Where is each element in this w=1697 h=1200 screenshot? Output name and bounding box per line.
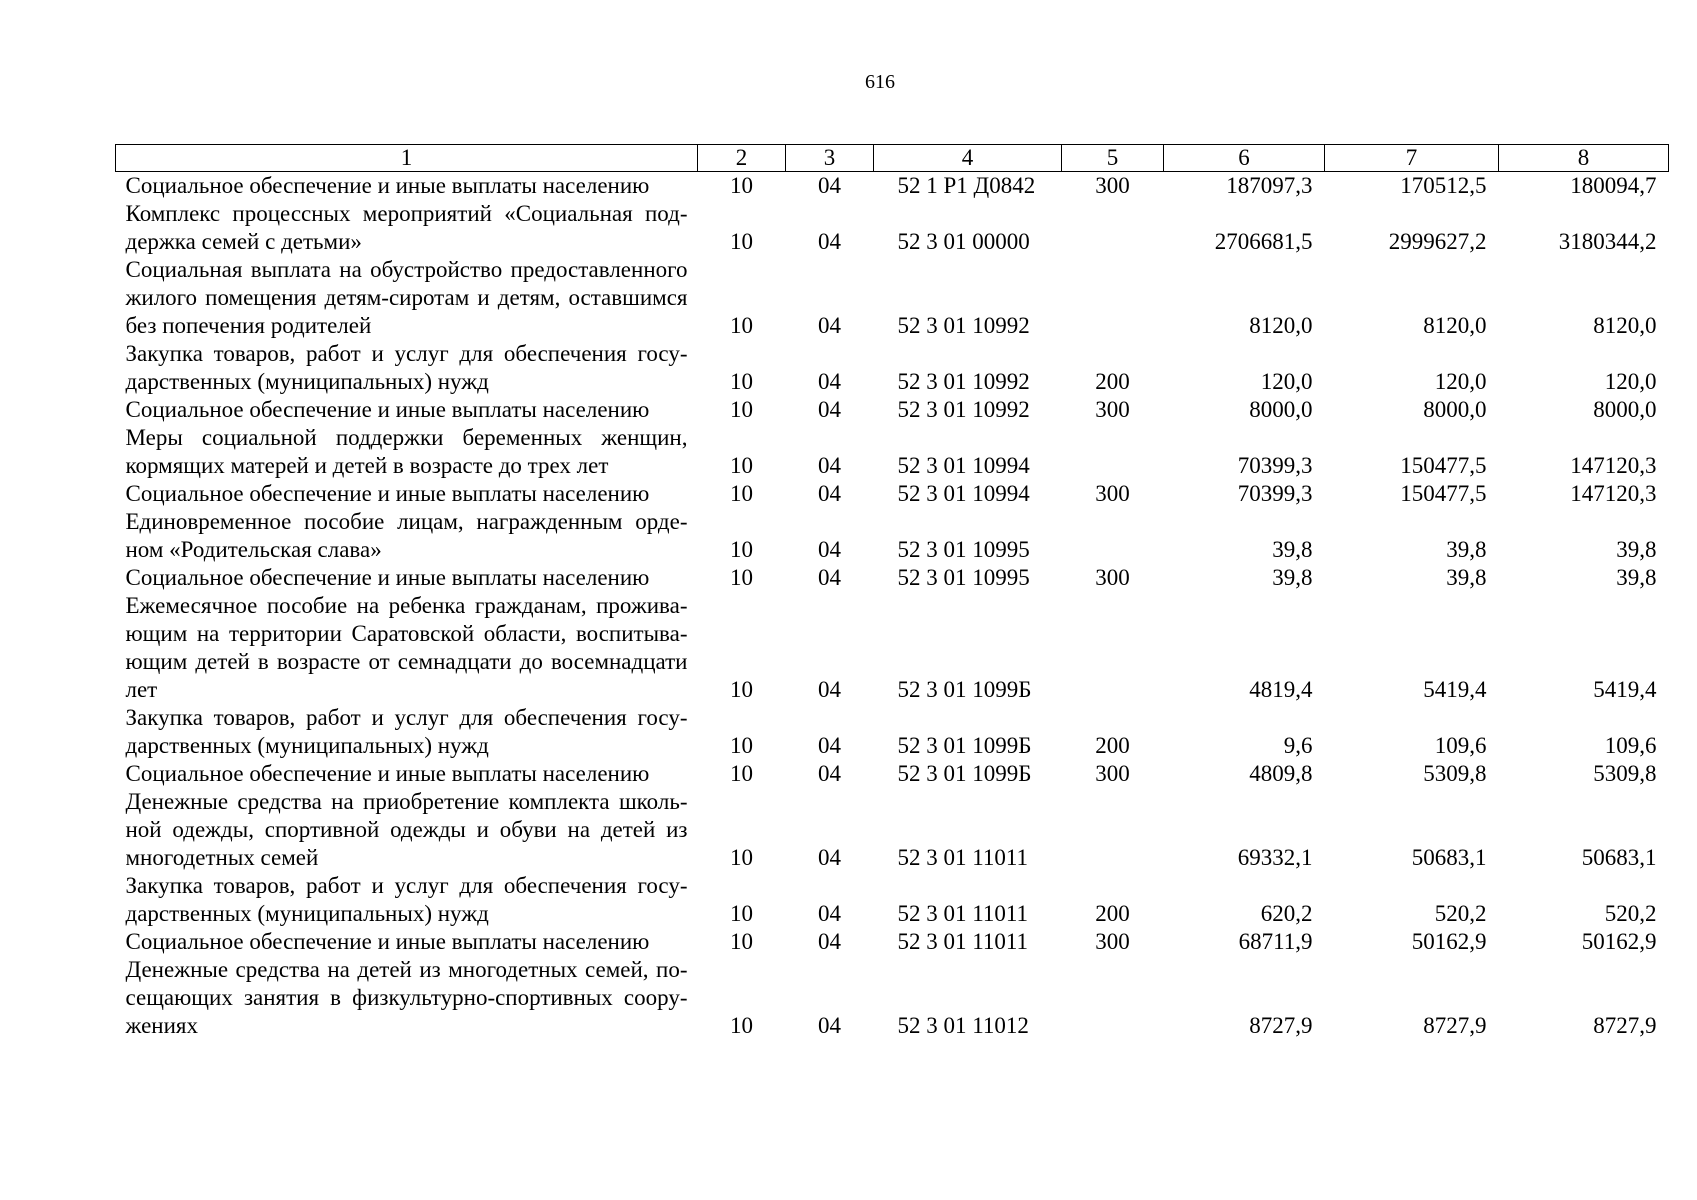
row-amount-3: 180094,7 bbox=[1570, 173, 1657, 198]
table-row bbox=[116, 872, 1669, 928]
row-description: Меры социальной поддержки беременных женщин, кормящих матерей и детей в возрасте до трех лет bbox=[125, 425, 688, 478]
table-row bbox=[116, 480, 1669, 508]
row-amount-3: 39,8 bbox=[1616, 537, 1657, 562]
row-description: Социальное обеспечение и иные выплаты населению bbox=[125, 173, 650, 198]
row-section: 10 bbox=[730, 453, 753, 478]
header-col-1: 1 bbox=[116, 145, 698, 172]
row-amount-2: 120,0 bbox=[1434, 369, 1487, 394]
row-section: 10 bbox=[730, 173, 753, 198]
row-target-article: 52 3 01 10995 bbox=[897, 537, 1030, 562]
row-subsection: 04 bbox=[818, 481, 841, 506]
table-row bbox=[116, 564, 1669, 592]
row-amount-3: 8120,0 bbox=[1593, 313, 1657, 338]
row-amount-3: 3180344,2 bbox=[1558, 229, 1657, 254]
row-amount-1: 8000,0 bbox=[1249, 397, 1313, 422]
row-subsection: 04 bbox=[818, 173, 841, 198]
table-row bbox=[116, 760, 1669, 788]
row-amount-3: 39,8 bbox=[1616, 565, 1657, 590]
table-header bbox=[116, 145, 1669, 172]
row-section: 10 bbox=[730, 481, 753, 506]
row-amount-2: 8120,0 bbox=[1423, 313, 1487, 338]
table-row bbox=[116, 424, 1669, 480]
header-col-2: 2 bbox=[698, 145, 786, 172]
row-description: Ежемесячное пособие на ребенка гражданам, проживающим на территории Саратовской области, воспитывающим детей в возрасте от семнадцати до восемнадцати лет bbox=[125, 593, 688, 702]
row-section: 10 bbox=[730, 901, 753, 926]
row-description: Социальная выплата на обустройство предоставленного жилого помещения детям-сиротам и детям, оставшимся без попечения родителей bbox=[125, 257, 688, 338]
row-amount-2: 5309,8 bbox=[1423, 761, 1487, 786]
table-row bbox=[116, 956, 1669, 1040]
row-subsection: 04 bbox=[818, 901, 841, 926]
row-description: Закупка товаров, работ и услуг для обеспечения государственных (муниципальных) нужд bbox=[125, 873, 688, 926]
row-amount-3: 5419,4 bbox=[1593, 677, 1657, 702]
row-section: 10 bbox=[730, 1013, 753, 1038]
row-target-article: 52 3 01 11011 bbox=[897, 901, 1029, 926]
row-description: Социальное обеспечение и иные выплаты населению bbox=[125, 397, 650, 422]
row-section: 10 bbox=[730, 369, 753, 394]
row-amount-1: 620,2 bbox=[1260, 901, 1313, 926]
row-subsection: 04 bbox=[818, 565, 841, 590]
row-expense-type bbox=[1062, 424, 1164, 480]
table-row bbox=[116, 592, 1669, 704]
row-amount-2: 170512,5 bbox=[1400, 173, 1487, 198]
budget-table bbox=[115, 144, 1669, 1040]
row-description: Комплекс процессных мероприятий «Социальная поддержка семей с детьми» bbox=[125, 201, 688, 254]
row-description: Денежные средства на детей из многодетных семей, посещающих занятия в физкультурно-спортивных сооружениях bbox=[125, 957, 688, 1038]
row-expense-type: 300 bbox=[1095, 173, 1130, 198]
header-col-4: 4 bbox=[874, 145, 1062, 172]
table-row bbox=[116, 508, 1669, 564]
row-target-article: 52 3 01 10992 bbox=[897, 397, 1030, 422]
row-subsection: 04 bbox=[818, 845, 841, 870]
row-description: Социальное обеспечение и иные выплаты населению bbox=[125, 481, 650, 506]
row-subsection: 04 bbox=[818, 733, 841, 758]
row-amount-1: 4809,8 bbox=[1249, 761, 1313, 786]
row-amount-2: 8000,0 bbox=[1423, 397, 1487, 422]
row-amount-2: 39,8 bbox=[1446, 537, 1487, 562]
row-section: 10 bbox=[730, 677, 753, 702]
row-expense-type: 300 bbox=[1095, 929, 1130, 954]
table-row bbox=[116, 928, 1669, 956]
row-subsection: 04 bbox=[818, 369, 841, 394]
row-amount-2: 150477,5 bbox=[1400, 481, 1487, 506]
row-amount-3: 5309,8 bbox=[1593, 761, 1657, 786]
row-target-article: 52 3 01 00000 bbox=[897, 229, 1030, 254]
row-amount-2: 150477,5 bbox=[1400, 453, 1487, 478]
row-amount-1: 2706681,5 bbox=[1214, 229, 1313, 254]
row-description: Социальное обеспечение и иные выплаты населению bbox=[125, 565, 650, 590]
row-target-article: 52 3 01 11012 bbox=[897, 1013, 1029, 1038]
row-target-article: 52 3 01 1099Б bbox=[897, 761, 1032, 786]
row-section: 10 bbox=[730, 733, 753, 758]
row-target-article: 52 3 01 10992 bbox=[897, 369, 1030, 394]
table-row bbox=[116, 200, 1669, 256]
row-amount-2: 8727,9 bbox=[1423, 1013, 1487, 1038]
row-amount-1: 4819,4 bbox=[1249, 677, 1313, 702]
row-expense-type bbox=[1062, 788, 1164, 872]
table-row bbox=[116, 256, 1669, 340]
row-target-article: 52 3 01 10992 bbox=[897, 313, 1030, 338]
table-row bbox=[116, 788, 1669, 872]
table-row bbox=[116, 172, 1669, 201]
row-amount-2: 2999627,2 bbox=[1388, 229, 1487, 254]
row-expense-type: 300 bbox=[1095, 761, 1130, 786]
row-section: 10 bbox=[730, 565, 753, 590]
header-col-5: 5 bbox=[1062, 145, 1164, 172]
table-row bbox=[116, 704, 1669, 760]
row-amount-1: 70399,3 bbox=[1237, 453, 1313, 478]
row-target-article: 52 1 Р1 Д0842 bbox=[897, 173, 1036, 198]
row-description: Единовременное пособие лицам, награжденным орденом «Родительская слава» bbox=[125, 509, 688, 562]
row-section: 10 bbox=[730, 845, 753, 870]
row-amount-2: 109,6 bbox=[1434, 733, 1487, 758]
row-amount-2: 50162,9 bbox=[1411, 929, 1487, 954]
row-amount-3: 8727,9 bbox=[1593, 1013, 1657, 1038]
row-expense-type bbox=[1062, 200, 1164, 256]
row-description: Закупка товаров, работ и услуг для обеспечения государственных (муниципальных) нужд bbox=[125, 705, 688, 758]
row-section: 10 bbox=[730, 229, 753, 254]
row-amount-1: 68711,9 bbox=[1238, 929, 1313, 954]
row-amount-2: 50683,1 bbox=[1411, 845, 1487, 870]
row-expense-type: 200 bbox=[1095, 733, 1130, 758]
row-description: Социальное обеспечение и иные выплаты населению bbox=[125, 929, 650, 954]
header-col-7: 7 bbox=[1325, 145, 1499, 172]
row-target-article: 52 3 01 1099Б bbox=[897, 677, 1032, 702]
row-expense-type bbox=[1062, 592, 1164, 704]
row-expense-type: 300 bbox=[1095, 565, 1130, 590]
table-row bbox=[116, 396, 1669, 424]
row-expense-type: 300 bbox=[1095, 481, 1130, 506]
row-section: 10 bbox=[730, 397, 753, 422]
row-subsection: 04 bbox=[818, 537, 841, 562]
table-body bbox=[116, 172, 1669, 1041]
row-subsection: 04 bbox=[818, 453, 841, 478]
row-description: Закупка товаров, работ и услуг для обеспечения государственных (муниципальных) нужд bbox=[125, 341, 688, 394]
row-subsection: 04 bbox=[818, 313, 841, 338]
row-amount-1: 8120,0 bbox=[1249, 313, 1313, 338]
row-target-article: 52 3 01 11011 bbox=[897, 929, 1029, 954]
row-expense-type bbox=[1062, 956, 1164, 1040]
row-amount-1: 187097,3 bbox=[1226, 173, 1313, 198]
row-amount-2: 520,2 bbox=[1434, 901, 1487, 926]
row-section: 10 bbox=[730, 761, 753, 786]
row-subsection: 04 bbox=[818, 229, 841, 254]
row-amount-2: 39,8 bbox=[1446, 565, 1487, 590]
row-amount-1: 69332,1 bbox=[1237, 845, 1313, 870]
row-amount-3: 50683,1 bbox=[1581, 845, 1657, 870]
row-target-article: 52 3 01 1099Б bbox=[897, 733, 1032, 758]
row-expense-type: 200 bbox=[1095, 901, 1130, 926]
row-amount-1: 8727,9 bbox=[1249, 1013, 1313, 1038]
row-amount-3: 147120,3 bbox=[1570, 481, 1657, 506]
row-amount-3: 109,6 bbox=[1604, 733, 1657, 758]
row-expense-type bbox=[1062, 508, 1164, 564]
row-subsection: 04 bbox=[818, 929, 841, 954]
header-row bbox=[116, 145, 1669, 172]
row-section: 10 bbox=[730, 929, 753, 954]
row-amount-3: 120,0 bbox=[1604, 369, 1657, 394]
row-section: 10 bbox=[730, 313, 753, 338]
row-subsection: 04 bbox=[818, 397, 841, 422]
row-target-article: 52 3 01 10994 bbox=[897, 453, 1030, 478]
row-amount-3: 147120,3 bbox=[1570, 453, 1657, 478]
row-amount-2: 5419,4 bbox=[1423, 677, 1487, 702]
row-description: Социальное обеспечение и иные выплаты населению bbox=[125, 761, 650, 786]
table-row bbox=[116, 340, 1669, 396]
row-amount-3: 8000,0 bbox=[1593, 397, 1657, 422]
row-expense-type: 300 bbox=[1095, 397, 1130, 422]
row-amount-1: 9,6 bbox=[1283, 733, 1313, 758]
page-number: 616 bbox=[865, 71, 895, 93]
row-subsection: 04 bbox=[818, 677, 841, 702]
row-description: Денежные средства на приобретение комплекта школьной одежды, спортивной одежды и обуви на детей из многодетных семей bbox=[125, 789, 688, 870]
row-section: 10 bbox=[730, 537, 753, 562]
row-subsection: 04 bbox=[818, 1013, 841, 1038]
row-amount-3: 520,2 bbox=[1604, 901, 1657, 926]
header-col-6: 6 bbox=[1164, 145, 1325, 172]
row-expense-type: 200 bbox=[1095, 369, 1130, 394]
header-col-8: 8 bbox=[1499, 145, 1669, 172]
row-amount-1: 39,8 bbox=[1272, 537, 1313, 562]
row-target-article: 52 3 01 10995 bbox=[897, 565, 1030, 590]
header-col-3: 3 bbox=[786, 145, 874, 172]
row-amount-1: 70399,3 bbox=[1237, 481, 1313, 506]
row-amount-3: 50162,9 bbox=[1581, 929, 1657, 954]
row-amount-1: 120,0 bbox=[1260, 369, 1313, 394]
row-amount-1: 39,8 bbox=[1272, 565, 1313, 590]
row-target-article: 52 3 01 10994 bbox=[897, 481, 1030, 506]
row-expense-type bbox=[1062, 256, 1164, 340]
row-subsection: 04 bbox=[818, 761, 841, 786]
row-target-article: 52 3 01 11011 bbox=[897, 845, 1029, 870]
